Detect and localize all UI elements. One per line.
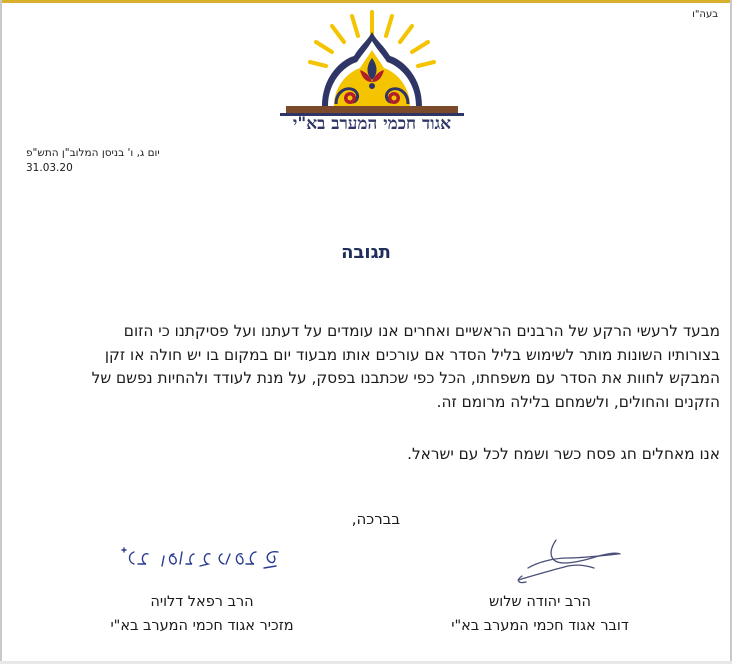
gregorian-date: 31.03.20 <box>26 162 73 174</box>
date-block <box>26 147 160 174</box>
bsd-header: בעה"ו <box>692 9 718 20</box>
organization-name: אגוד חכמי המערב בא"י <box>292 114 452 134</box>
signature-rafael-daloya <box>118 542 288 576</box>
document-title: תגובה <box>341 242 391 263</box>
paragraph-line: מבעד לרעשי הרקע של הרבנים הראשיים ואחרים אנו עומדים על דעתנו ועל פסיקתנו כי הזום <box>123 322 720 340</box>
signature-yehuda-shalosh <box>508 536 628 586</box>
top-rule <box>0 0 732 3</box>
signatory-role-right: דובר אגוד חכמי המערב בא"י <box>451 618 629 634</box>
signatory-name-left: הרב רפאל דלויה <box>150 594 254 610</box>
signatory-name-right: הרב יהודה שלוש <box>488 594 592 610</box>
paragraph-line: המבקש לחוות את הסדר עם משפחתו, הכל כפי שכתבנו בפסק, על מנת לעודד ולהחיות נפשם של <box>91 369 720 387</box>
paragraph-line: בצורותיו השונות מותר לשימוש בליל הסדר אם עורכים אותו מבעוד יום במקום בו יש חולה או זקן <box>104 345 720 364</box>
hebrew-date: יום ג, ו' בניסן המלוב"ן התש"פ <box>26 147 160 159</box>
closing-greeting: בברכה, <box>351 510 400 528</box>
body-paragraph-2: אנו מאחלים חג פסח כשר ושמח לכל עם ישראל. <box>407 445 720 463</box>
organization-logo <box>280 8 464 118</box>
body-paragraph-1 <box>20 320 720 414</box>
left-border <box>0 0 2 664</box>
signatory-role-left: מזכיר אגוד חכמי המערב בא"י <box>110 618 294 634</box>
paragraph-line: הזקנים והחולים, ולשמחם בלילה מרומם זה. <box>436 392 720 411</box>
